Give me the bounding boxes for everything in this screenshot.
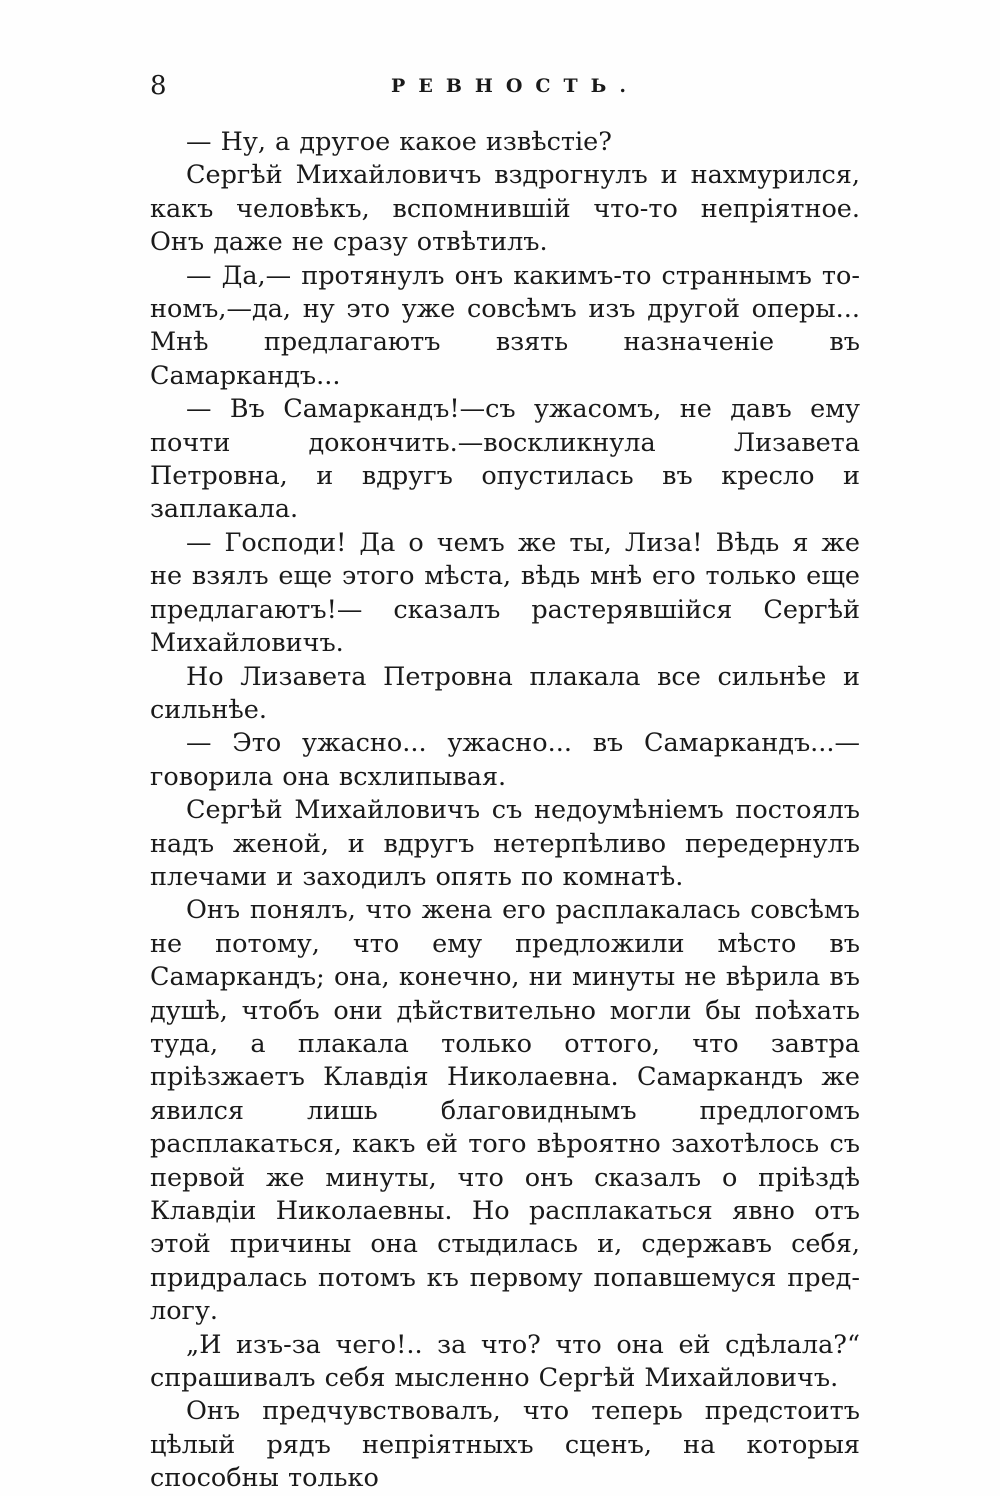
paragraph: Онъ предчувствовалъ, что теперь предстоитъ цѣлый рядъ непріятныхъ сценъ, на которыя способны только (150, 1396, 860, 1494)
paragraph: Сергѣй Михайловичъ съ недоумѣніемъ постоялъ надъ женой, и вдругъ нетерпѣливо передернулъ плечами и заходилъ опять по комнатѣ. (150, 795, 860, 892)
paragraph: — Да,— протянулъ онъ какимъ-то страннымъ тономъ,—да, ну это уже совсѣмъ изъ другой оперы... Мнѣ предлагаютъ взять назначеніе въ Самаркандъ... (150, 260, 860, 391)
paragraph: „И изъ-за чего!.. за что? что она ей сдѣлала?“ спрашивалъ себя мысленно Сергѣй Михайловичъ. (150, 1329, 860, 1394)
paragraph: — Въ Самаркандъ!—съ ужасомъ, не давъ ему почти докончить.—воскликнула Лизавета Петровна, и вдругъ опустилась въ кресло и заплакала. (150, 394, 860, 525)
running-title: РЕВНОСТЬ. (391, 75, 639, 97)
paragraph: — Ну, а другое какое извѣстіе? (186, 127, 612, 157)
paragraph: Сергѣй Михайловичъ вздрогнулъ и нахмурился, какъ человѣкъ, вспомнившій что-то непріятное. Онъ даже не сразу отвѣтилъ. (150, 160, 860, 258)
body-text (150, 126, 860, 1496)
paragraph: Онъ понялъ, что жена его расплакалась совсѣмъ не потому, что ему предложили мѣсто въ Самаркандъ; она, конечно, ни минуты не вѣрила въ душѣ, чтобъ они дѣйствительно могли бы поѣхать туда, а плакала только оттого, что завтра пріѣзжаетъ Клавдія Николаевна. Самаркандъ же явился лишь благовиднымъ предлогомъ расплакаться, какъ ей того вѣроятно захотѣлось съ первой же минуты, что онъ сказалъ о пріѣздѣ Клавдіи Николаевны. Но расплакаться явно отъ этой причины она стыдилась и, сдержавъ себя, придралась потомъ къ первому попавшемуся предлогу. (150, 895, 860, 1327)
page-header (150, 66, 860, 106)
paragraph: Но Лизавета Петровна плакала все сильнѣе и сильнѣе. (150, 661, 860, 725)
paragraph: — Господи! Да о чемъ же ты, Лиза! Вѣдь я же не взялъ еще этого мѣста, вѣдь мнѣ его только еще предлагаютъ!— сказалъ растерявшійся Сергѣй Михайловичъ. (150, 527, 860, 659)
page-number: 8 (150, 71, 167, 101)
paragraph: — Это ужасно... ужасно... въ Самаркандъ...— говорила она всхлипывая. (150, 728, 860, 792)
